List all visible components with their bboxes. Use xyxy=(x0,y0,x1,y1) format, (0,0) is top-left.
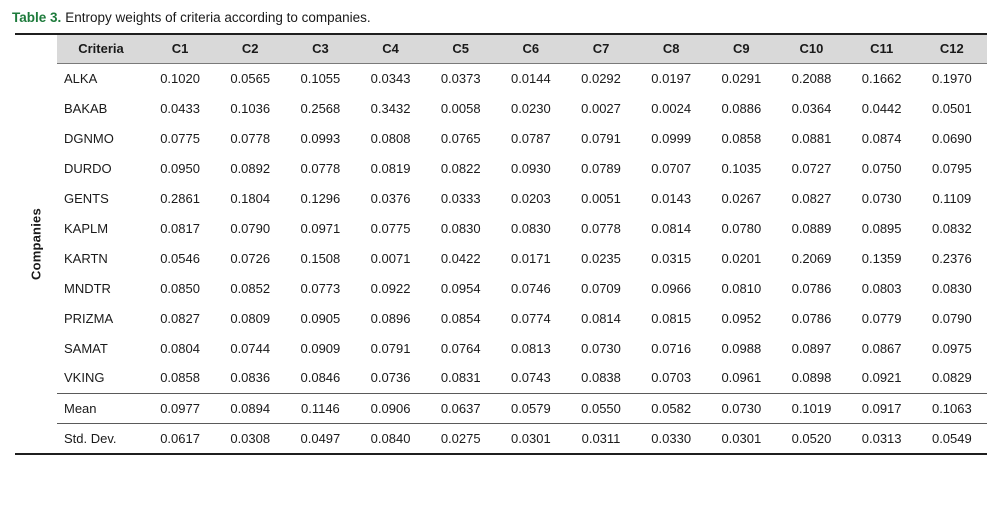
value-cell: 0.0330 xyxy=(636,423,706,453)
value-cell: 0.0971 xyxy=(300,220,341,236)
table-row-gents xyxy=(57,183,987,213)
value-cell: 0.0827 xyxy=(160,310,200,326)
value-cell: 0.0617 xyxy=(145,423,215,453)
value-cell: 0.0790 xyxy=(931,310,972,326)
value-cell: 0.0716 xyxy=(651,340,692,356)
column-header-c3: C3 xyxy=(285,35,355,63)
table-row-vking xyxy=(57,363,987,393)
value-cell: 0.0778 xyxy=(581,220,621,236)
value-cell: 0.0819 xyxy=(370,160,411,176)
value-cell: 0.0815 xyxy=(651,310,692,326)
table-row-dgnmo xyxy=(57,123,987,153)
value-cell: 0.0442 xyxy=(861,100,902,116)
value-cell: 0.0808 xyxy=(370,130,411,146)
value-cell: 0.0301 xyxy=(496,423,566,453)
column-header-c2: C2 xyxy=(215,35,285,63)
value-cell: 0.0921 xyxy=(861,370,902,386)
row-label: PRIZMA xyxy=(64,310,114,326)
value-cell: 0.0829 xyxy=(931,370,972,386)
value-cell: 0.0961 xyxy=(721,370,762,386)
value-cell: 0.0830 xyxy=(440,220,481,236)
row-label: SAMAT xyxy=(64,340,108,356)
value-cell: 0.0201 xyxy=(721,250,762,266)
value-cell: 0.0144 xyxy=(510,70,551,86)
value-cell: 0.0894 xyxy=(215,393,285,423)
value-cell: 0.0814 xyxy=(651,220,692,236)
column-header-c10: C10 xyxy=(776,35,846,63)
value-cell: 0.0027 xyxy=(581,100,621,116)
table-row-bakab xyxy=(57,93,987,123)
value-cell: 0.0373 xyxy=(440,70,481,86)
value-cell: 0.2861 xyxy=(160,190,200,206)
value-cell: 0.0898 xyxy=(791,370,832,386)
value-cell: 0.0909 xyxy=(300,340,341,356)
value-cell: 0.0765 xyxy=(440,130,481,146)
value-cell: 0.0707 xyxy=(651,160,692,176)
value-cell: 0.1296 xyxy=(300,190,341,206)
summary-row-std-dev xyxy=(57,423,987,453)
value-cell: 0.1035 xyxy=(721,160,762,176)
value-cell: 0.0993 xyxy=(300,130,341,146)
value-cell: 0.1063 xyxy=(917,393,987,423)
value-cell: 0.0779 xyxy=(861,310,902,326)
row-label: Mean xyxy=(57,393,145,423)
value-cell: 0.0773 xyxy=(300,280,341,296)
value-cell: 0.0854 xyxy=(440,310,481,326)
value-cell: 0.1508 xyxy=(300,250,341,266)
entropy-weights-table xyxy=(57,35,987,453)
value-cell: 0.0774 xyxy=(510,310,551,326)
value-cell: 0.0197 xyxy=(651,70,692,86)
table-row-alka xyxy=(57,63,987,93)
column-header-c6: C6 xyxy=(496,35,566,63)
value-cell: 0.0858 xyxy=(721,130,762,146)
value-cell: 0.0780 xyxy=(721,220,762,236)
table-header xyxy=(57,35,987,63)
value-cell: 0.0836 xyxy=(230,370,271,386)
value-cell: 0.0832 xyxy=(931,220,972,236)
value-cell: 0.0703 xyxy=(651,370,692,386)
value-cell: 0.0171 xyxy=(510,250,551,266)
value-cell: 0.0922 xyxy=(370,280,411,296)
table-row-mndtr xyxy=(57,273,987,303)
value-cell: 0.0952 xyxy=(721,310,762,326)
value-cell: 0.0858 xyxy=(160,370,200,386)
value-cell: 0.0906 xyxy=(355,393,425,423)
value-cell: 0.0024 xyxy=(651,100,692,116)
row-label: KAPLM xyxy=(64,220,109,236)
value-cell: 0.0292 xyxy=(581,70,621,86)
value-cell: 0.0333 xyxy=(440,190,481,206)
column-header-c4: C4 xyxy=(355,35,425,63)
value-cell: 0.0775 xyxy=(160,130,200,146)
value-cell: 0.1359 xyxy=(861,250,902,266)
value-cell: 0.0546 xyxy=(160,250,200,266)
row-label: ALKA xyxy=(64,70,98,86)
value-cell: 0.0881 xyxy=(791,130,832,146)
value-cell: 0.0896 xyxy=(370,310,411,326)
table-caption-label: Table 3. xyxy=(12,10,62,25)
value-cell: 0.0867 xyxy=(861,340,902,356)
value-cell: 0.0744 xyxy=(230,340,271,356)
value-cell: 0.0791 xyxy=(370,340,411,356)
column-header-criteria: Criteria xyxy=(57,35,145,63)
value-cell: 0.0954 xyxy=(440,280,481,296)
table-caption-text: Entropy weights of criteria according to companies. xyxy=(65,10,371,25)
table-row-samat xyxy=(57,333,987,363)
value-cell: 0.0886 xyxy=(721,100,762,116)
column-header-c9: C9 xyxy=(706,35,776,63)
value-cell: 0.0810 xyxy=(721,280,762,296)
value-cell: 0.0850 xyxy=(160,280,200,296)
value-cell: 0.0917 xyxy=(847,393,917,423)
value-cell: 0.0315 xyxy=(651,250,692,266)
value-cell: 0.2376 xyxy=(931,250,972,266)
row-label: GENTS xyxy=(64,190,109,206)
value-cell: 0.1662 xyxy=(861,70,902,86)
column-header-c5: C5 xyxy=(426,35,496,63)
value-cell: 0.0874 xyxy=(861,130,902,146)
table-body xyxy=(57,63,987,453)
value-cell: 0.0301 xyxy=(706,423,776,453)
value-cell: 0.0726 xyxy=(230,250,271,266)
value-cell: 0.0791 xyxy=(581,130,621,146)
value-cell: 0.0778 xyxy=(300,160,341,176)
table-row-durdo xyxy=(57,153,987,183)
value-cell: 0.0897 xyxy=(791,340,832,356)
value-cell: 0.0497 xyxy=(285,423,355,453)
row-label: MNDTR xyxy=(64,280,111,296)
value-cell: 0.0730 xyxy=(706,393,776,423)
value-cell: 0.0736 xyxy=(370,370,411,386)
value-cell: 0.0579 xyxy=(496,393,566,423)
value-cell: 0.0889 xyxy=(791,220,832,236)
value-cell: 0.0235 xyxy=(581,250,621,266)
row-label: BAKAB xyxy=(64,100,108,116)
value-cell: 0.0831 xyxy=(440,370,481,386)
column-header-c12: C12 xyxy=(917,35,987,63)
value-cell: 0.0520 xyxy=(776,423,846,453)
table-row-kartn xyxy=(57,243,987,273)
value-cell: 0.0840 xyxy=(355,423,425,453)
value-cell: 0.0950 xyxy=(160,160,200,176)
table-row-kaplm xyxy=(57,213,987,243)
column-header-c7: C7 xyxy=(566,35,636,63)
value-cell: 0.3432 xyxy=(370,100,411,116)
value-cell: 0.0804 xyxy=(160,340,200,356)
value-cell: 0.0852 xyxy=(230,280,271,296)
value-cell: 0.0275 xyxy=(426,423,496,453)
value-cell: 0.0051 xyxy=(581,190,621,206)
value-cell: 0.0690 xyxy=(931,130,972,146)
value-cell: 0.0746 xyxy=(510,280,551,296)
value-cell: 0.0786 xyxy=(791,280,832,296)
value-cell: 0.0709 xyxy=(581,280,621,296)
value-cell: 0.0501 xyxy=(931,100,972,116)
row-label: VKING xyxy=(64,370,105,386)
value-cell: 0.0727 xyxy=(791,160,832,176)
value-cell: 0.0422 xyxy=(440,250,481,266)
row-label: DGNMO xyxy=(64,130,114,146)
value-cell: 0.0203 xyxy=(510,190,551,206)
value-cell: 0.1036 xyxy=(230,100,271,116)
value-cell: 0.0830 xyxy=(931,280,972,296)
column-header-c1: C1 xyxy=(145,35,215,63)
value-cell: 0.0764 xyxy=(440,340,481,356)
row-label: Std. Dev. xyxy=(57,423,145,453)
value-cell: 0.0892 xyxy=(230,160,271,176)
companies-axis-label: Companies xyxy=(28,208,44,280)
value-cell: 0.0966 xyxy=(651,280,692,296)
value-cell: 0.0565 xyxy=(230,70,271,86)
value-cell: 0.0743 xyxy=(510,370,551,386)
value-cell: 0.1146 xyxy=(285,393,355,423)
value-cell: 0.0789 xyxy=(581,160,621,176)
value-cell: 0.0775 xyxy=(370,220,411,236)
value-cell: 0.0291 xyxy=(721,70,762,86)
value-cell: 0.0795 xyxy=(931,160,972,176)
row-label: DURDO xyxy=(64,160,112,176)
table-area xyxy=(15,33,987,455)
value-cell: 0.0433 xyxy=(160,100,200,116)
value-cell: 0.1804 xyxy=(230,190,271,206)
value-cell: 0.1019 xyxy=(776,393,846,423)
value-cell: 0.0975 xyxy=(931,340,972,356)
value-cell: 0.0058 xyxy=(440,100,481,116)
value-cell: 0.0311 xyxy=(566,423,636,453)
column-header-c11: C11 xyxy=(847,35,917,63)
value-cell: 0.0809 xyxy=(230,310,271,326)
value-cell: 0.0230 xyxy=(510,100,551,116)
value-cell: 0.0838 xyxy=(581,370,621,386)
value-cell: 0.0786 xyxy=(791,310,832,326)
value-cell: 0.1020 xyxy=(160,70,200,86)
value-cell: 0.0790 xyxy=(230,220,271,236)
value-cell: 0.0143 xyxy=(651,190,692,206)
value-cell: 0.0830 xyxy=(510,220,551,236)
value-cell: 0.0895 xyxy=(861,220,902,236)
value-cell: 0.0582 xyxy=(636,393,706,423)
value-cell: 0.0930 xyxy=(510,160,551,176)
value-cell: 0.0071 xyxy=(370,250,411,266)
value-cell: 0.0905 xyxy=(300,310,341,326)
value-cell: 0.0817 xyxy=(160,220,200,236)
value-cell: 0.0376 xyxy=(370,190,411,206)
value-cell: 0.0313 xyxy=(847,423,917,453)
table-caption xyxy=(12,8,985,28)
value-cell: 0.0977 xyxy=(145,393,215,423)
value-cell: 0.0637 xyxy=(426,393,496,423)
value-cell: 0.0550 xyxy=(566,393,636,423)
column-header-c8: C8 xyxy=(636,35,706,63)
value-cell: 0.0813 xyxy=(510,340,551,356)
row-label: KARTN xyxy=(64,250,108,266)
table-header-row xyxy=(57,35,987,63)
value-cell: 0.0343 xyxy=(370,70,411,86)
value-cell: 0.0778 xyxy=(230,130,271,146)
value-cell: 0.2069 xyxy=(791,250,832,266)
summary-row-mean xyxy=(57,393,987,423)
value-cell: 0.0988 xyxy=(721,340,762,356)
value-cell: 0.0267 xyxy=(721,190,762,206)
table-row-prizma xyxy=(57,303,987,333)
value-cell: 0.0549 xyxy=(917,423,987,453)
value-cell: 0.1970 xyxy=(931,70,972,86)
value-cell: 0.0787 xyxy=(510,130,551,146)
value-cell: 0.1055 xyxy=(300,70,341,86)
value-cell: 0.1109 xyxy=(932,190,972,206)
value-cell: 0.0827 xyxy=(791,190,832,206)
value-cell: 0.0730 xyxy=(581,340,621,356)
value-cell: 0.0364 xyxy=(791,100,832,116)
value-cell: 0.2088 xyxy=(791,70,832,86)
value-cell: 0.0814 xyxy=(581,310,621,326)
value-cell: 0.2568 xyxy=(300,100,341,116)
value-cell: 0.0750 xyxy=(861,160,902,176)
value-cell: 0.0803 xyxy=(861,280,902,296)
value-cell: 0.0822 xyxy=(440,160,481,176)
value-cell: 0.0999 xyxy=(651,130,692,146)
value-cell: 0.0308 xyxy=(215,423,285,453)
value-cell: 0.0730 xyxy=(861,190,902,206)
value-cell: 0.0846 xyxy=(300,370,341,386)
